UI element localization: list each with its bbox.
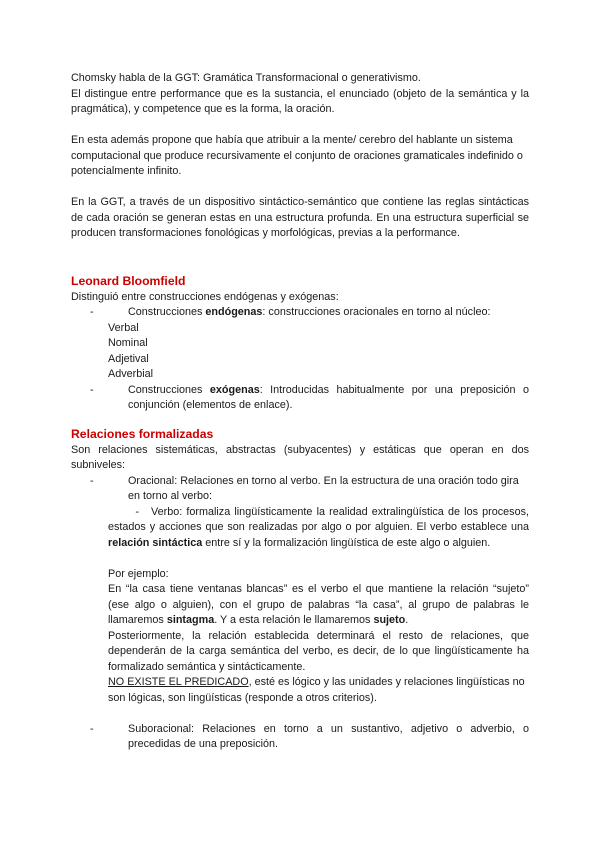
bloomfield-intro: Distinguió entre construcciones endógenas y exógenas: [71,290,339,303]
bloomfield-heading: Leonard Bloomfield [71,273,186,288]
intro-paragraph-3: En la GGT, a través de un dispositivo sintáctico-semántico que contiene las reglas sintácticas de cada oración se generan estas en una estructura profunda. En una estructura superficial se producen transformaciones fonológicas y morfológicas, previas a la performance. [71,196,529,239]
intro-line-2: El distingue entre performance que es la sustancia, el enunciado (objeto de la semántica y la pragmática), y competence que es la forma, la oración. [71,87,529,115]
predicado-underlined: NO EXISTE EL PREDICADO [108,676,249,688]
term-sujeto: sujeto [373,614,406,626]
relaciones-heading: Relaciones formalizadas [71,426,214,441]
document-page [71,71,529,753]
list-dash: - [90,474,94,487]
term-relacion-sintactica: relación sintáctica [108,536,203,549]
intro-paragraph-2: En esta además propone que había que atribuir a la mente/ cerebro del hablante un sistema computacional que produce recursivamente el conjunto de oraciones gramaticales indefinido o potencialmente infinito. [71,134,523,177]
relaciones-intro: Son relaciones sistemáticas, abstractas (subyacentes) y estáticas que operan en dos subniveles: [71,443,529,471]
type-nominal: Nominal [108,337,148,349]
intro-line-1: Chomsky habla de la GGT: Gramática Transformacional o generativismo. [71,72,421,84]
type-verbal: Verbal [108,321,139,334]
list-item-endogenas: - Construcciones endógenas: construcciones oracionales en torno al núcleo: [71,305,529,321]
sublist-item-verbo: - Verbo: formaliza lingüísticamente la realidad extralingüística de los procesos, estados y acciones que son realizadas por algo o por alguien. El verbo establece una relación sintáctica entre sí y la formalización lingüística de este algo o alguien. [71,505,529,552]
term-sintagma: sintagma [166,614,215,626]
posterior-paragraph: Posteriormente, la relación establecida determinará el resto de relaciones, que dependerán de la carga semántica del verbo, es decir, de lo que lingüísticamente ha formalizado semántica y sintácticamente. [108,629,529,673]
type-adverbial: Adverbial [108,368,154,380]
term-endogenas: endógenas [205,306,263,318]
ejemplo-label: Por ejemplo: [108,567,169,580]
list-item-suboracional: - Suboracional: Relaciones en torno a un sustantivo, adjetivo o adverbio, o precedidas de una preposición. [71,722,529,753]
list-item-exogenas: - Construcciones exógenas: Introducidas habitualmente por una preposición o conjunción (elementos de enlace). [71,383,529,414]
list-dash: - [135,505,139,518]
list-item-oracional: - Oracional: Relaciones en torno al verbo. En la estructura de una oración todo gira en torno al verbo: [71,474,529,505]
predicado-paragraph: NO EXISTE EL PREDICADO, esté es lógico y las unidades y relaciones lingüísticas no son lógicas, son lingüísticas (responde a otros criterios). [108,676,525,704]
list-dash: - [90,722,94,735]
type-adjetival: Adjetival [108,352,149,365]
list-dash: - [90,306,94,318]
term-exogenas: exógenas [209,383,260,396]
list-dash: - [90,383,94,396]
ejemplo-paragraph: En “la casa tiene ventanas blancas” es el verbo el que mantiene la relación “sujeto” (ese algo o alguien), con el grupo de palabras “la casa”, al grupo de palabras le llamaremos sintagma. Y a esta relación le llamaremos sujeto. [108,583,529,626]
